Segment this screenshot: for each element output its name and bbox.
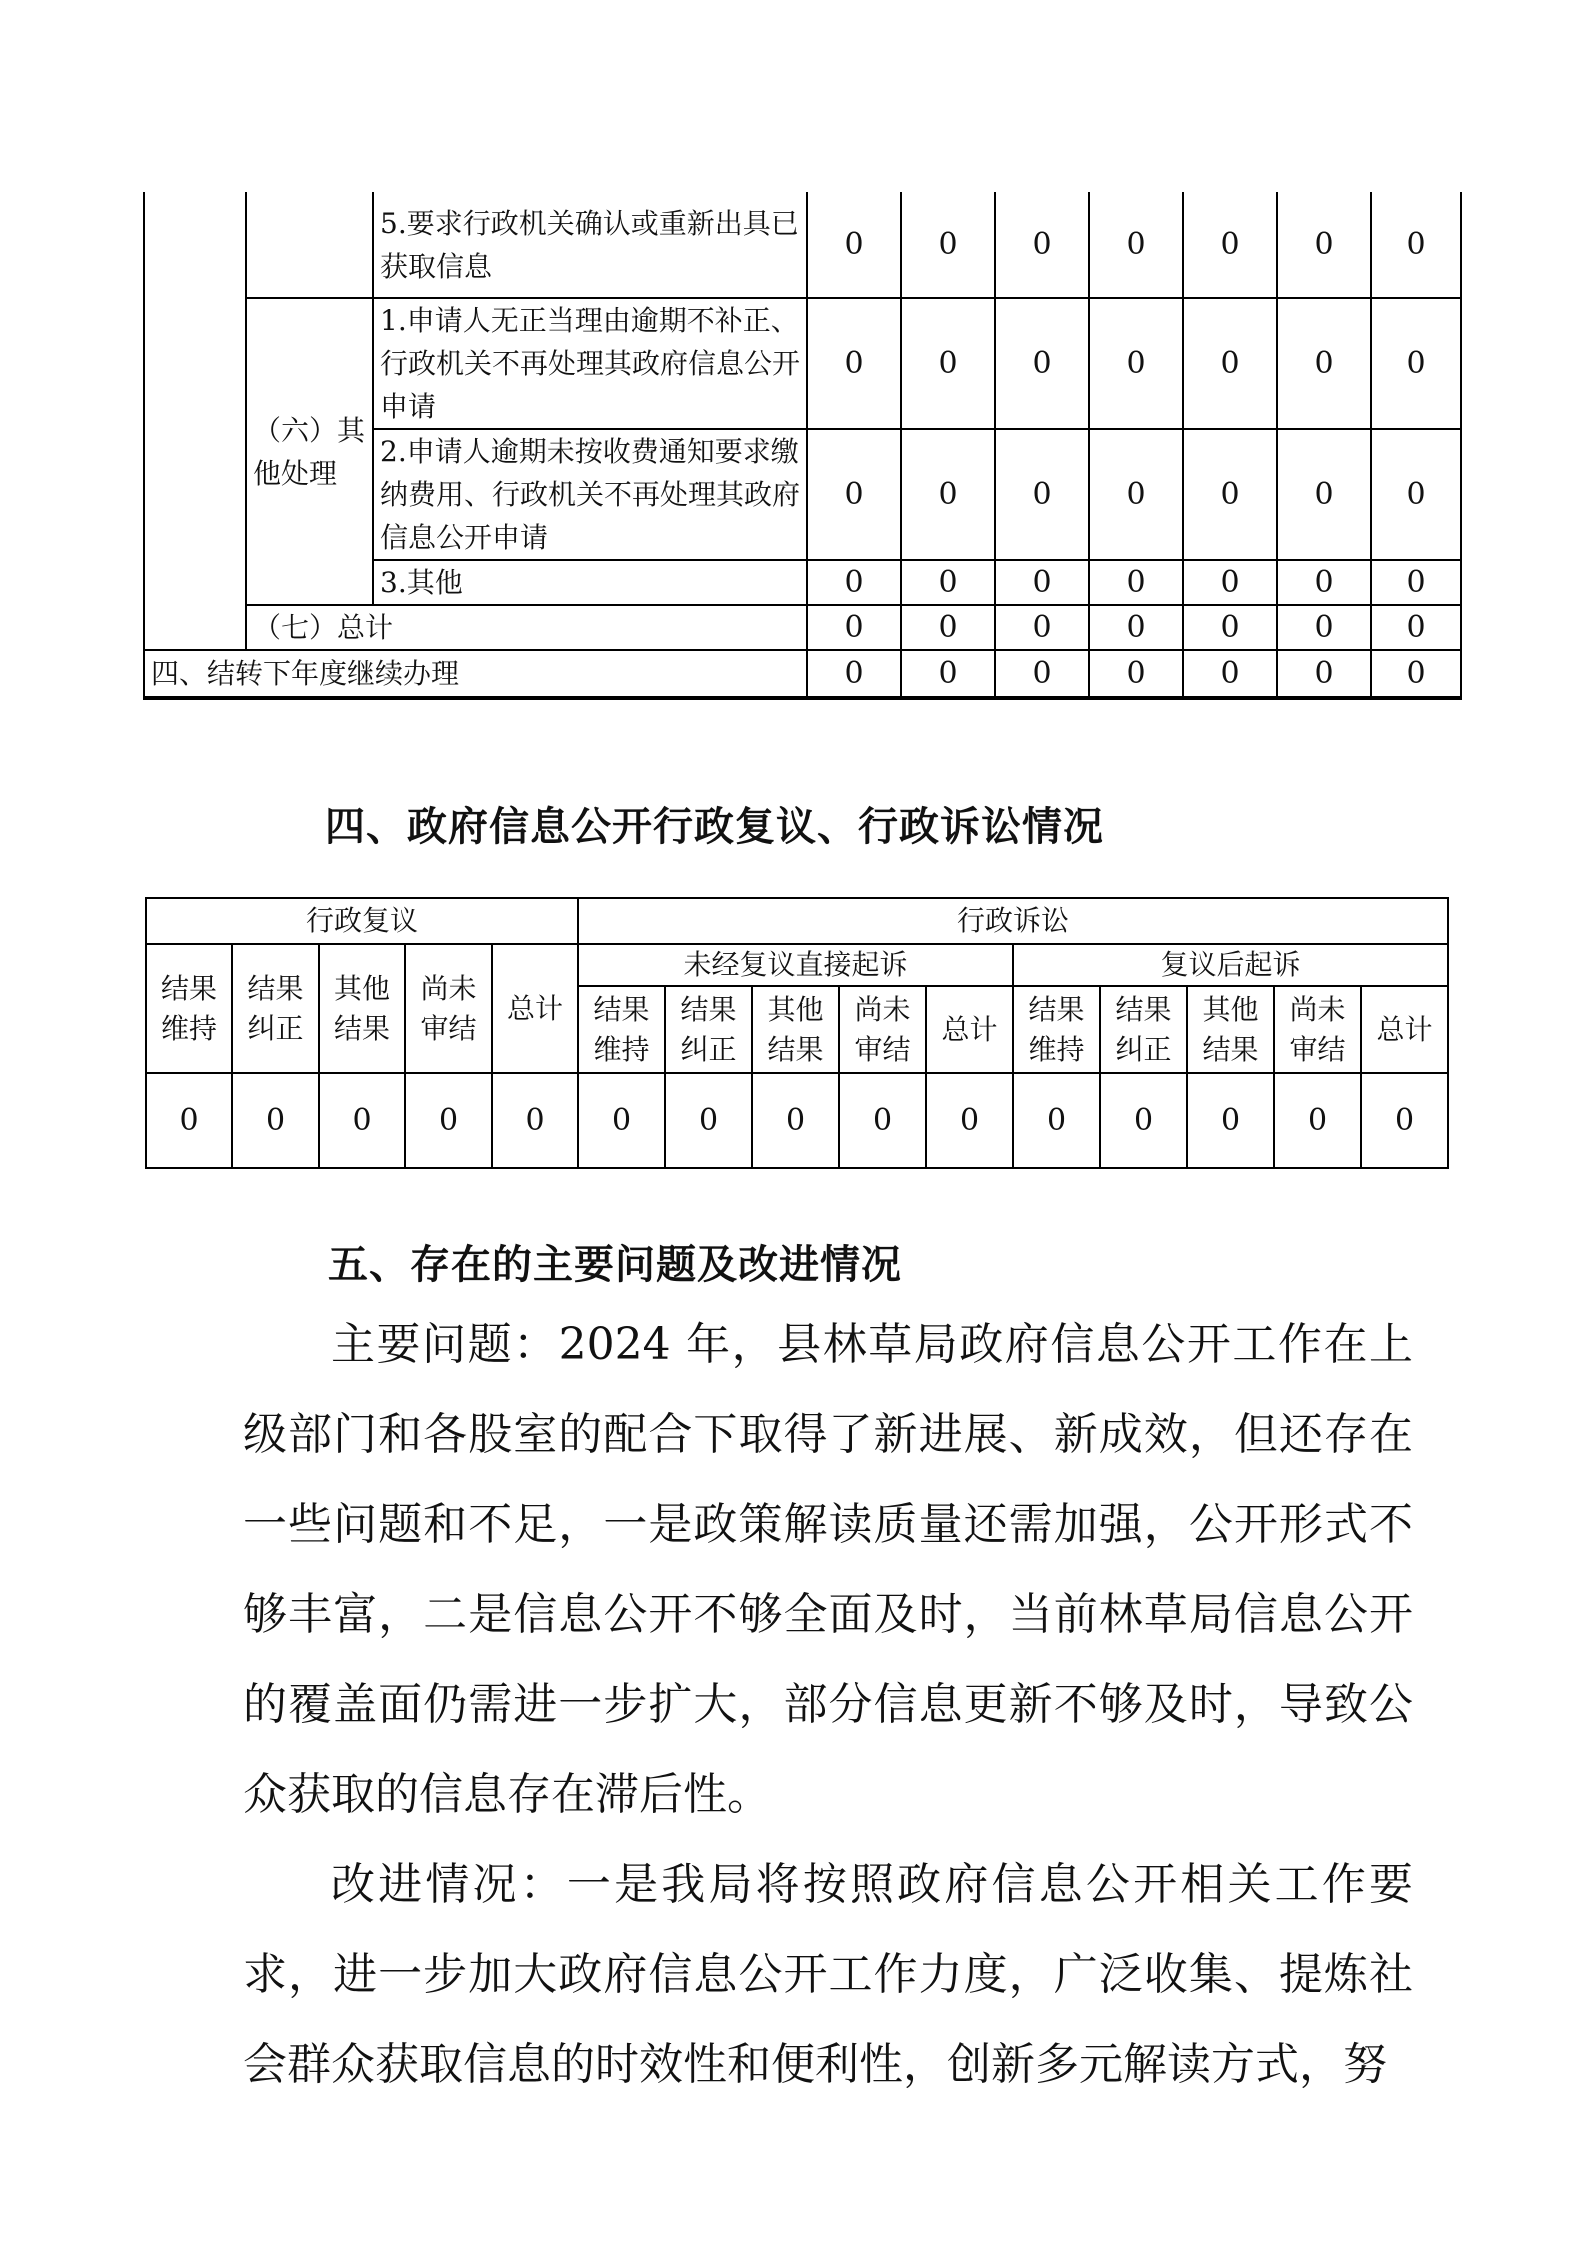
table-cell-value: 0 — [995, 560, 1089, 605]
row-label: 1.申请人无正当理由逾期不补正、行政机关不再处理其政府信息公开申请 — [373, 298, 807, 429]
table-cell-value: 0 — [1089, 192, 1183, 298]
header-outcome: 尚未审结 — [405, 944, 492, 1073]
header-outcome: 其他结果 — [319, 944, 405, 1073]
header-outcome: 结果维持 — [1013, 986, 1100, 1073]
table-cell-value: 0 — [578, 1073, 665, 1168]
header-outcome: 结果纠正 — [232, 944, 319, 1073]
table-cell-value: 0 — [807, 429, 901, 560]
row-label: 5.要求行政机关确认或重新出具已获取信息 — [373, 192, 807, 298]
processing-results-table — [143, 192, 1462, 700]
table-cell-value: 0 — [1183, 298, 1277, 429]
table-cell-value: 0 — [995, 650, 1089, 698]
header-outcome: 尚未审结 — [1274, 986, 1361, 1073]
table-cell-value: 0 — [1089, 298, 1183, 429]
header-outcome-total: 总计 — [492, 944, 578, 1073]
table-cell-value: 0 — [1371, 650, 1461, 698]
table-cell-value: 0 — [1277, 605, 1371, 650]
table-cell-value: 0 — [1183, 560, 1277, 605]
table-cell-value: 0 — [1277, 298, 1371, 429]
table-row — [144, 192, 1461, 298]
table-cell-value: 0 — [1371, 605, 1461, 650]
header-outcome: 结果纠正 — [665, 986, 752, 1073]
table-cell-value: 0 — [492, 1073, 578, 1168]
table-cell-value: 0 — [901, 192, 995, 298]
table-cell-value: 0 — [926, 1073, 1013, 1168]
table-cell-value: 0 — [1183, 650, 1277, 698]
table-row-carryover — [144, 650, 1461, 698]
table-cell-value: 0 — [995, 192, 1089, 298]
table-cell-value: 0 — [1277, 429, 1371, 560]
review-litigation-table — [145, 897, 1449, 1169]
header-outcome: 尚未审结 — [839, 986, 926, 1073]
table-row — [144, 298, 1461, 429]
table-cell-value: 0 — [1089, 429, 1183, 560]
header-outcome: 其他结果 — [752, 986, 839, 1073]
table-cell-value: 0 — [1013, 1073, 1100, 1168]
table-cell-value: 0 — [1371, 429, 1461, 560]
table-cell-value: 0 — [839, 1073, 926, 1168]
header-outcome: 结果维持 — [146, 944, 232, 1073]
table-cell-value: 0 — [1371, 560, 1461, 605]
header-outcome-total: 总计 — [926, 986, 1013, 1073]
section-heading-review-litigation: 四、政府信息公开行政复议、行政诉讼情况 — [325, 805, 1104, 849]
row-label-carryover: 四、结转下年度继续办理 — [144, 650, 807, 698]
table-row-header — [146, 944, 1448, 986]
table-cell-value: 0 — [1274, 1073, 1361, 1168]
header-administrative-review: 行政复议 — [146, 898, 578, 944]
table-cell-value: 0 — [1361, 1073, 1448, 1168]
table-cell-value: 0 — [995, 605, 1089, 650]
table-cell-value: 0 — [1371, 298, 1461, 429]
table-cell-value: 0 — [807, 560, 901, 605]
table-cell-value: 0 — [807, 650, 901, 698]
table-cell-value: 0 — [995, 429, 1089, 560]
header-outcome-total: 总计 — [1361, 986, 1448, 1073]
table-cell-value: 0 — [1100, 1073, 1187, 1168]
header-suit-after-review: 复议后起诉 — [1013, 944, 1448, 986]
group-cell-empty — [246, 192, 373, 298]
table-row-values — [146, 1073, 1448, 1168]
table-cell-value: 0 — [1183, 429, 1277, 560]
table-cell-value: 0 — [1089, 650, 1183, 698]
row-label: 2.申请人逾期未按收费通知要求缴纳费用、行政机关不再处理其政府信息公开申请 — [373, 429, 807, 560]
table-cell-value: 0 — [1183, 605, 1277, 650]
table-cell-value: 0 — [901, 298, 995, 429]
table-cell-value: 0 — [1089, 560, 1183, 605]
table-cell-value: 0 — [232, 1073, 319, 1168]
table-cell-value: 0 — [1183, 192, 1277, 298]
header-direct-suit: 未经复议直接起诉 — [578, 944, 1013, 986]
table-cell-value: 0 — [1187, 1073, 1274, 1168]
header-outcome: 结果纠正 — [1100, 986, 1187, 1073]
table-cell-value: 0 — [146, 1073, 232, 1168]
row-label: 3.其他 — [373, 560, 807, 605]
table-cell-value: 0 — [1089, 605, 1183, 650]
table-cell-value: 0 — [319, 1073, 405, 1168]
table-cell-value: 0 — [901, 605, 995, 650]
header-outcome: 其他结果 — [1187, 986, 1274, 1073]
table-cell-value: 0 — [665, 1073, 752, 1168]
table-cell-value: 0 — [995, 298, 1089, 429]
table-cell-value: 0 — [1277, 192, 1371, 298]
header-administrative-litigation: 行政诉讼 — [578, 898, 1448, 944]
table-cell-value: 0 — [1277, 560, 1371, 605]
paragraph-main-problems: 主要问题：2024 年，县林草局政府信息公开工作在上级部门和各股室的配合下取得了新进展、新成效，但还存在一些问题和不足，一是政策解读质量还需加强，公开形式不够丰富，二是信息公开不够全面及时，当前林草局信息公开的覆盖面仍需进一步扩大，部分信息更新不够及时，导致公众获取的信息存在滞后性。 — [243, 1319, 1413, 1820]
table-cell-value: 0 — [901, 560, 995, 605]
paragraph-improvements: 改进情况：一是我局将按照政府信息公开相关工作要求，进一步加大政府信息公开工作力度，广泛收集、提炼社会群众获取信息的时效性和便利性，创新多元解读方式，努 — [243, 1859, 1413, 2090]
body-text — [243, 1300, 1413, 2110]
table-cell-value: 0 — [901, 650, 995, 698]
spanner-cell-empty — [144, 192, 246, 650]
table-row-total — [144, 605, 1461, 650]
table-cell-value: 0 — [1277, 650, 1371, 698]
table-row-header — [146, 898, 1448, 944]
row-label-total: （七）总计 — [246, 605, 807, 650]
table-cell-value: 0 — [807, 298, 901, 429]
table-cell-value: 0 — [405, 1073, 492, 1168]
section-heading-problems-improvements: 五、存在的主要问题及改进情况 — [328, 1243, 902, 1287]
table-cell-value: 0 — [1371, 192, 1461, 298]
header-outcome: 结果维持 — [578, 986, 665, 1073]
group-label-other-handling: （六）其他处理 — [246, 298, 373, 605]
table-cell-value: 0 — [807, 605, 901, 650]
table-cell-value: 0 — [807, 192, 901, 298]
table-cell-value: 0 — [901, 429, 995, 560]
table-cell-value: 0 — [752, 1073, 839, 1168]
